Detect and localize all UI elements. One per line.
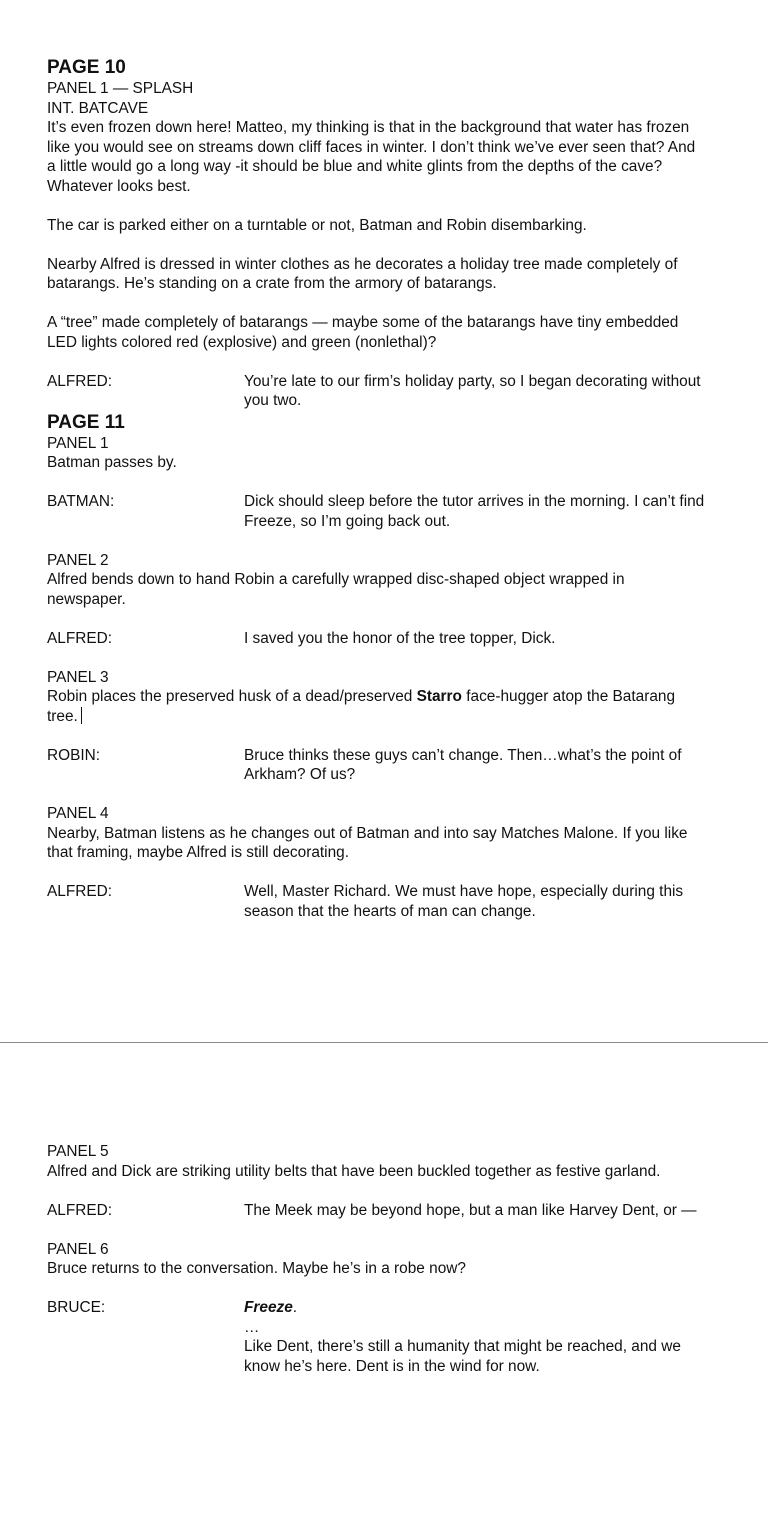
dialogue-block [47, 372, 707, 411]
dialogue-continuation: Like Dent, there’s still a humanity that might be reached, and we know he’s here. Dent is in the wind for now. [244, 1338, 681, 1375]
panel-label: PANEL 1 [47, 434, 109, 452]
character-name-bold: Starro [416, 688, 462, 705]
page-11-heading: PAGE 11 [47, 411, 125, 433]
panel-description[interactable] [47, 687, 707, 726]
panel-label: PANEL 4 [47, 805, 109, 822]
panel-description: Alfred bends down to hand Robin a carefully wrapped disc-shaped object wrapped in newspaper. [47, 571, 625, 608]
script-page-bottom [47, 1142, 707, 1376]
dialogue-text: Bruce thinks these guys can’t change. Then…what’s the point of Arkham? Of us? [244, 746, 682, 783]
page-10-heading: PAGE 10 [47, 57, 126, 78]
dialogue-block [47, 492, 707, 531]
dialogue-block [47, 746, 707, 785]
panel-label: PANEL 2 [47, 551, 109, 569]
speaker-name: ALFRED: [47, 629, 112, 647]
punctuation: . [292, 1299, 298, 1316]
dialogue-text: Well, Master Richard. We must have hope, especially during this season that the hearts of man can change. [244, 883, 684, 920]
speaker-name: BATMAN: [47, 493, 115, 510]
dialogue-text [244, 1298, 707, 1376]
speaker-name: BRUCE: [47, 1299, 106, 1316]
panel-description: A “tree” made completely of batarangs — maybe some of the batarangs have tiny embedded LED lights colored red (explosive) and green (nonlethal)? [47, 314, 679, 351]
speaker-name: ALFRED: [47, 883, 112, 900]
ellipsis: … [244, 1318, 260, 1336]
panel-description: Nearby Alfred is dressed in winter clothes as he decorates a holiday tree made completely of batarangs. He’s standing on a crate from the armory of batarangs. [47, 255, 678, 292]
dialogue-block [47, 882, 707, 921]
description-text: face-hugger atop the Batarang tree. [47, 688, 676, 725]
dialogue-block [47, 629, 707, 649]
panel-description: Nearby, Batman listens as he changes out of Batman and into say Matches Malone. If you like that framing, maybe Alfred is still decorating. [47, 824, 688, 861]
dialogue-text: Dick should sleep before the tutor arrives in the morning. I can’t find Freeze, so I’m going back out. [244, 493, 705, 530]
speaker-name: ALFRED: [47, 1201, 112, 1219]
text-cursor [81, 707, 82, 724]
scene-location: INT. BATCAVE [47, 99, 149, 117]
panel-description: Bruce returns to the conversation. Maybe he’s in a robe now? [47, 1260, 466, 1277]
speaker-name: ROBIN: [47, 746, 101, 764]
panel-description: Alfred and Dick are striking utility belts that have been buckled together as festive garland. [47, 1162, 661, 1180]
dialogue-block [47, 1201, 707, 1221]
panel-description: It’s even frozen down here! Matteo, my thinking is that in the background that water has frozen like you would see on streams down cliff faces in winter. I don’t think we’ve ever seen that? And a little would go a long way -it should be blue and white glints from the depths of the cave? Whatever looks best. [47, 119, 696, 195]
dialogue-text: You’re late to our firm’s holiday party, so I began decorating without you two. [244, 372, 701, 409]
speaker-name: ALFRED: [47, 372, 112, 390]
emphasized-word: Freeze [244, 1299, 293, 1316]
panel-label: PANEL 1 — SPLASH [47, 80, 194, 97]
page-break-divider [0, 1042, 768, 1043]
panel-label: PANEL 5 [47, 1143, 109, 1160]
panel-description: The car is parked either on a turntable or not, Batman and Robin disembarking. [47, 216, 587, 234]
script-page-top [47, 57, 707, 921]
dialogue-block [47, 1298, 707, 1376]
panel-label: PANEL 3 [47, 668, 109, 686]
description-text: Robin places the preserved husk of a dead/preserved [47, 688, 417, 705]
panel-description: Batman passes by. [47, 454, 177, 471]
dialogue-text: I saved you the honor of the tree topper, Dick. [244, 629, 556, 647]
panel-label: PANEL 6 [47, 1240, 109, 1258]
dialogue-text: The Meek may be beyond hope, but a man like Harvey Dent, or — [244, 1201, 697, 1219]
